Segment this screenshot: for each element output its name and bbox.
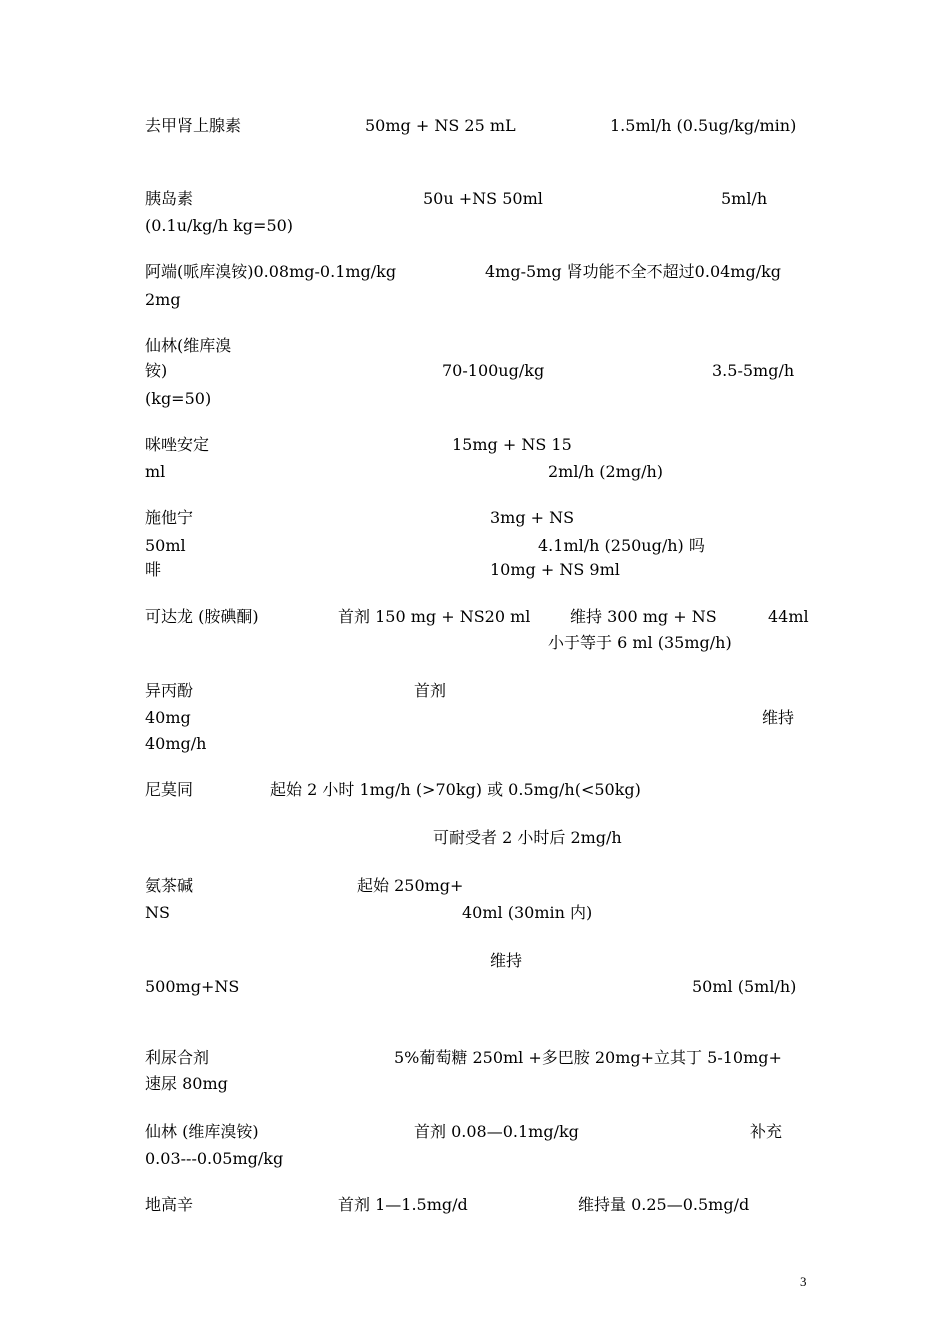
rate-midazolam: 2ml/h (2mg/h) [548,462,664,481]
loading-label-propofol: 首剂 [414,681,447,700]
rate-amiodarone: 小于等于 6 ml (35mg/h) [548,633,732,652]
initial-volume-aminophylline: 40ml (30min 内) [462,903,593,922]
rate-vecuronium: 3.5-5mg/h [712,361,795,380]
maintenance-rate-aminophylline: 50ml (5ml/h) [692,977,797,996]
drug-name-pipecuronium: 阿端(哌库溴铵)0.08mg-0.1mg/kg [145,262,397,281]
page-number: 3 [800,1274,807,1289]
loading-dose-vecuronium-2: 首剂 0.08—0.1mg/kg [414,1122,579,1141]
drug-name-vecuronium-cont: 铵) [145,361,168,380]
initial-rate-nimodipine: 起始 2 小时 1mg/h (>70kg) 或 0.5mg/h(<50kg) [270,780,641,799]
dose-pipecuronium: 4mg-5mg 肾功能不全不超过0.04mg/kg [485,262,782,281]
dose-midazolam-cont: ml [145,462,166,481]
rate-propofol: 40mg/h [145,734,207,753]
drug-name-diuretic-mix: 利尿合剂 [145,1048,210,1067]
drug-name-norepinephrine: 去甲肾上腺素 [145,116,242,135]
loading-dose-digoxin: 首剂 1—1.5mg/d [338,1195,468,1214]
drug-name-nimodipine: 尼莫同 [145,780,194,799]
initial-dose-aminophylline-cont: NS [145,903,170,922]
dose-somatostatin-cont: 50ml [145,536,186,555]
rate-insulin: 5ml/h [721,189,768,208]
supplement-dose-vecuronium-2: 0.03---0.05mg/kg [145,1149,284,1168]
loading-dose-amiodarone: 首剂 150 mg + NS20 ml [338,607,531,626]
maintenance-label-aminophylline: 维持 [490,951,523,970]
drug-name-midazolam: 咪唑安定 [145,435,210,454]
maintenance-dose-aminophylline: 500mg+NS [145,977,240,996]
drug-name-vecuronium-2: 仙林 (维库溴铵) [145,1122,259,1141]
dose-morphine: 10mg + NS 9ml [490,560,620,579]
dose-midazolam: 15mg + NS 15 [452,435,572,454]
drug-name-morphine-cont: 啡 [145,560,162,579]
later-rate-nimodipine: 可耐受者 2 小时后 2mg/h [433,828,622,847]
drug-name-digoxin: 地高辛 [145,1195,194,1214]
rate-norepinephrine: 1.5ml/h (0.5ug/kg/min) [610,116,797,135]
drug-name-insulin: 胰岛素 [145,189,194,208]
dose-vecuronium: 70-100ug/kg [442,361,545,380]
drug-name-aminophylline: 氨茶碱 [145,876,194,895]
recipe-diuretic-mix-cont: 速尿 80mg [145,1074,228,1093]
dose-insulin: 50u +NS 50ml [423,189,543,208]
note-pipecuronium: 2mg [145,290,181,309]
recipe-diuretic-mix: 5%葡萄糖 250ml +多巴胺 20mg+立其丁 5-10mg+ [394,1048,782,1067]
maintenance-dose-digoxin: 维持量 0.25—0.5mg/d [578,1195,750,1214]
drug-name-vecuronium: 仙林(维库溴 [145,336,232,355]
rate-somatostatin: 4.1ml/h (250ug/h) 吗 [538,536,705,555]
maintenance-label-propofol: 维持 [762,708,795,727]
maintenance-amiodarone: 维持 300 mg + NS [570,607,717,626]
maintenance-volume-amiodarone: 44ml [768,607,809,626]
note-insulin: (0.1u/kg/h kg=50) [145,216,294,235]
initial-dose-aminophylline: 起始 250mg+ [357,876,464,895]
drug-name-amiodarone: 可达龙 (胺碘酮) [145,607,259,626]
loading-dose-propofol: 40mg [145,708,191,727]
supplement-label-vecuronium-2: 补充 [750,1122,783,1141]
drug-name-somatostatin: 施他宁 [145,508,194,527]
dose-somatostatin: 3mg + NS [490,508,575,527]
dose-norepinephrine: 50mg + NS 25 mL [365,116,516,135]
drug-name-propofol: 异丙酚 [145,681,194,700]
note-vecuronium: (kg=50) [145,389,212,408]
